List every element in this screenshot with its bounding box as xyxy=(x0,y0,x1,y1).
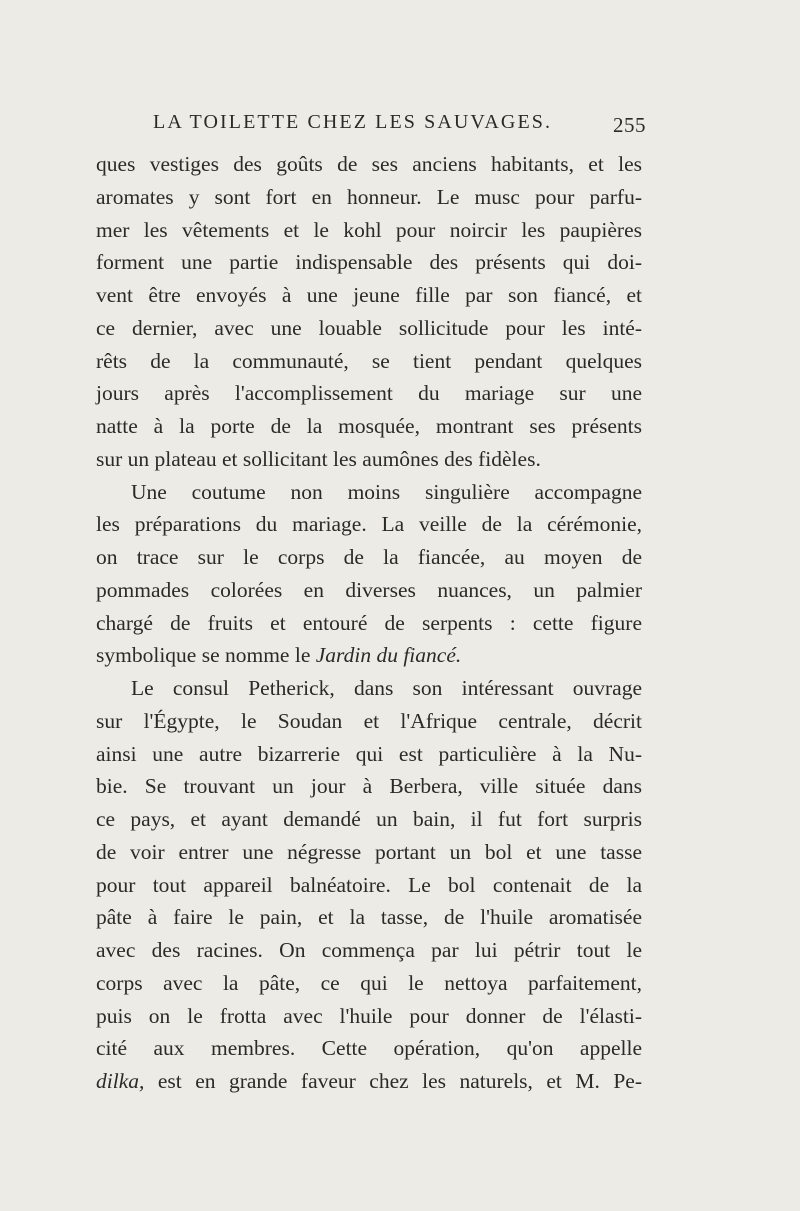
text-line: puis on le frotta avec l'huile pour donner de l'élasti- xyxy=(96,1003,642,1028)
text-line: ce pays, et ayant demandé un bain, il fut fort surpris xyxy=(96,807,642,831)
running-title: LA TOILETTE CHEZ LES SAUVAGES. xyxy=(153,111,553,133)
text-line: bie. Se trouvant un jour à Berbera, ville située dans xyxy=(96,774,642,799)
italic-term: dilka, xyxy=(96,1069,145,1093)
text-line: pour tout appareil balnéatoire. Le bol contenait de la xyxy=(96,872,642,897)
paragraph xyxy=(96,672,642,1098)
text-line: Le consul Petherick, dans son intéressant ouvrage xyxy=(131,676,642,700)
paragraph xyxy=(96,476,642,673)
text-line: on trace sur le corps de la fiancée, au moyen de xyxy=(96,545,642,569)
text-line: Une coutume non moins singulière accompagne xyxy=(131,479,642,504)
text-line: chargé de fruits et entouré de serpents : cette figure xyxy=(96,610,642,635)
text-line: natte à la porte de la mosquée, montrant ses présents xyxy=(96,414,642,438)
text-line: ce dernier, avec une louable sollicitude pour les inté- xyxy=(96,315,642,340)
text-line: ques vestiges des goûts de ses anciens habitants, et les xyxy=(96,152,642,176)
text-line: forment une partie indispensable des présents qui doi- xyxy=(96,250,642,275)
paragraph xyxy=(96,148,642,476)
text-line: cité aux membres. Cette opération, qu'on appelle xyxy=(96,1036,642,1061)
text-span: est en grande faveur chez les naturels, et M. Pe- xyxy=(144,1069,642,1093)
text-line: sur l'Égypte, le Soudan et l'Afrique centrale, décrit xyxy=(96,708,642,733)
text-line: avec des racines. On commença par lui pétrir tout le xyxy=(96,938,642,962)
text-line: de voir entrer une négresse portant un bol et une tasse xyxy=(96,839,642,864)
text-line: sur un plateau et sollicitant les aumônes des fidèles. xyxy=(96,446,541,471)
text-line: corps avec la pâte, ce qui le nettoya parfaitement, xyxy=(96,970,642,995)
text-line: aromates y sont fort en honneur. Le musc pour parfu- xyxy=(96,184,642,209)
text-line: les préparations du mariage. La veille de la cérémonie, xyxy=(96,512,642,537)
page-header xyxy=(153,111,646,141)
text-line: pommades colorées en diverses nuances, un palmier xyxy=(96,577,642,602)
body-text xyxy=(96,148,642,1098)
text-line: rêts de la communauté, se tient pendant quelques xyxy=(96,348,642,373)
text-line: mer les vêtements et le kohl pour noircir les paupières xyxy=(96,217,642,242)
text-line xyxy=(96,639,642,672)
text-line: vent être envoyés à une jeune fille par son fiancé, et xyxy=(96,283,642,307)
text-line: jours après l'accomplissement du mariage sur une xyxy=(96,381,642,406)
page-number: 255 xyxy=(613,113,646,137)
text-span: symbolique se nomme le xyxy=(96,643,316,668)
text-line: ainsi une autre bizarrerie qui est particulière à la Nu- xyxy=(96,741,642,766)
text-line xyxy=(96,1065,642,1098)
text-line: pâte à faire le pain, et la tasse, de l'huile aromatisée xyxy=(96,905,642,930)
italic-term: Jardin du fiancé. xyxy=(315,643,462,668)
